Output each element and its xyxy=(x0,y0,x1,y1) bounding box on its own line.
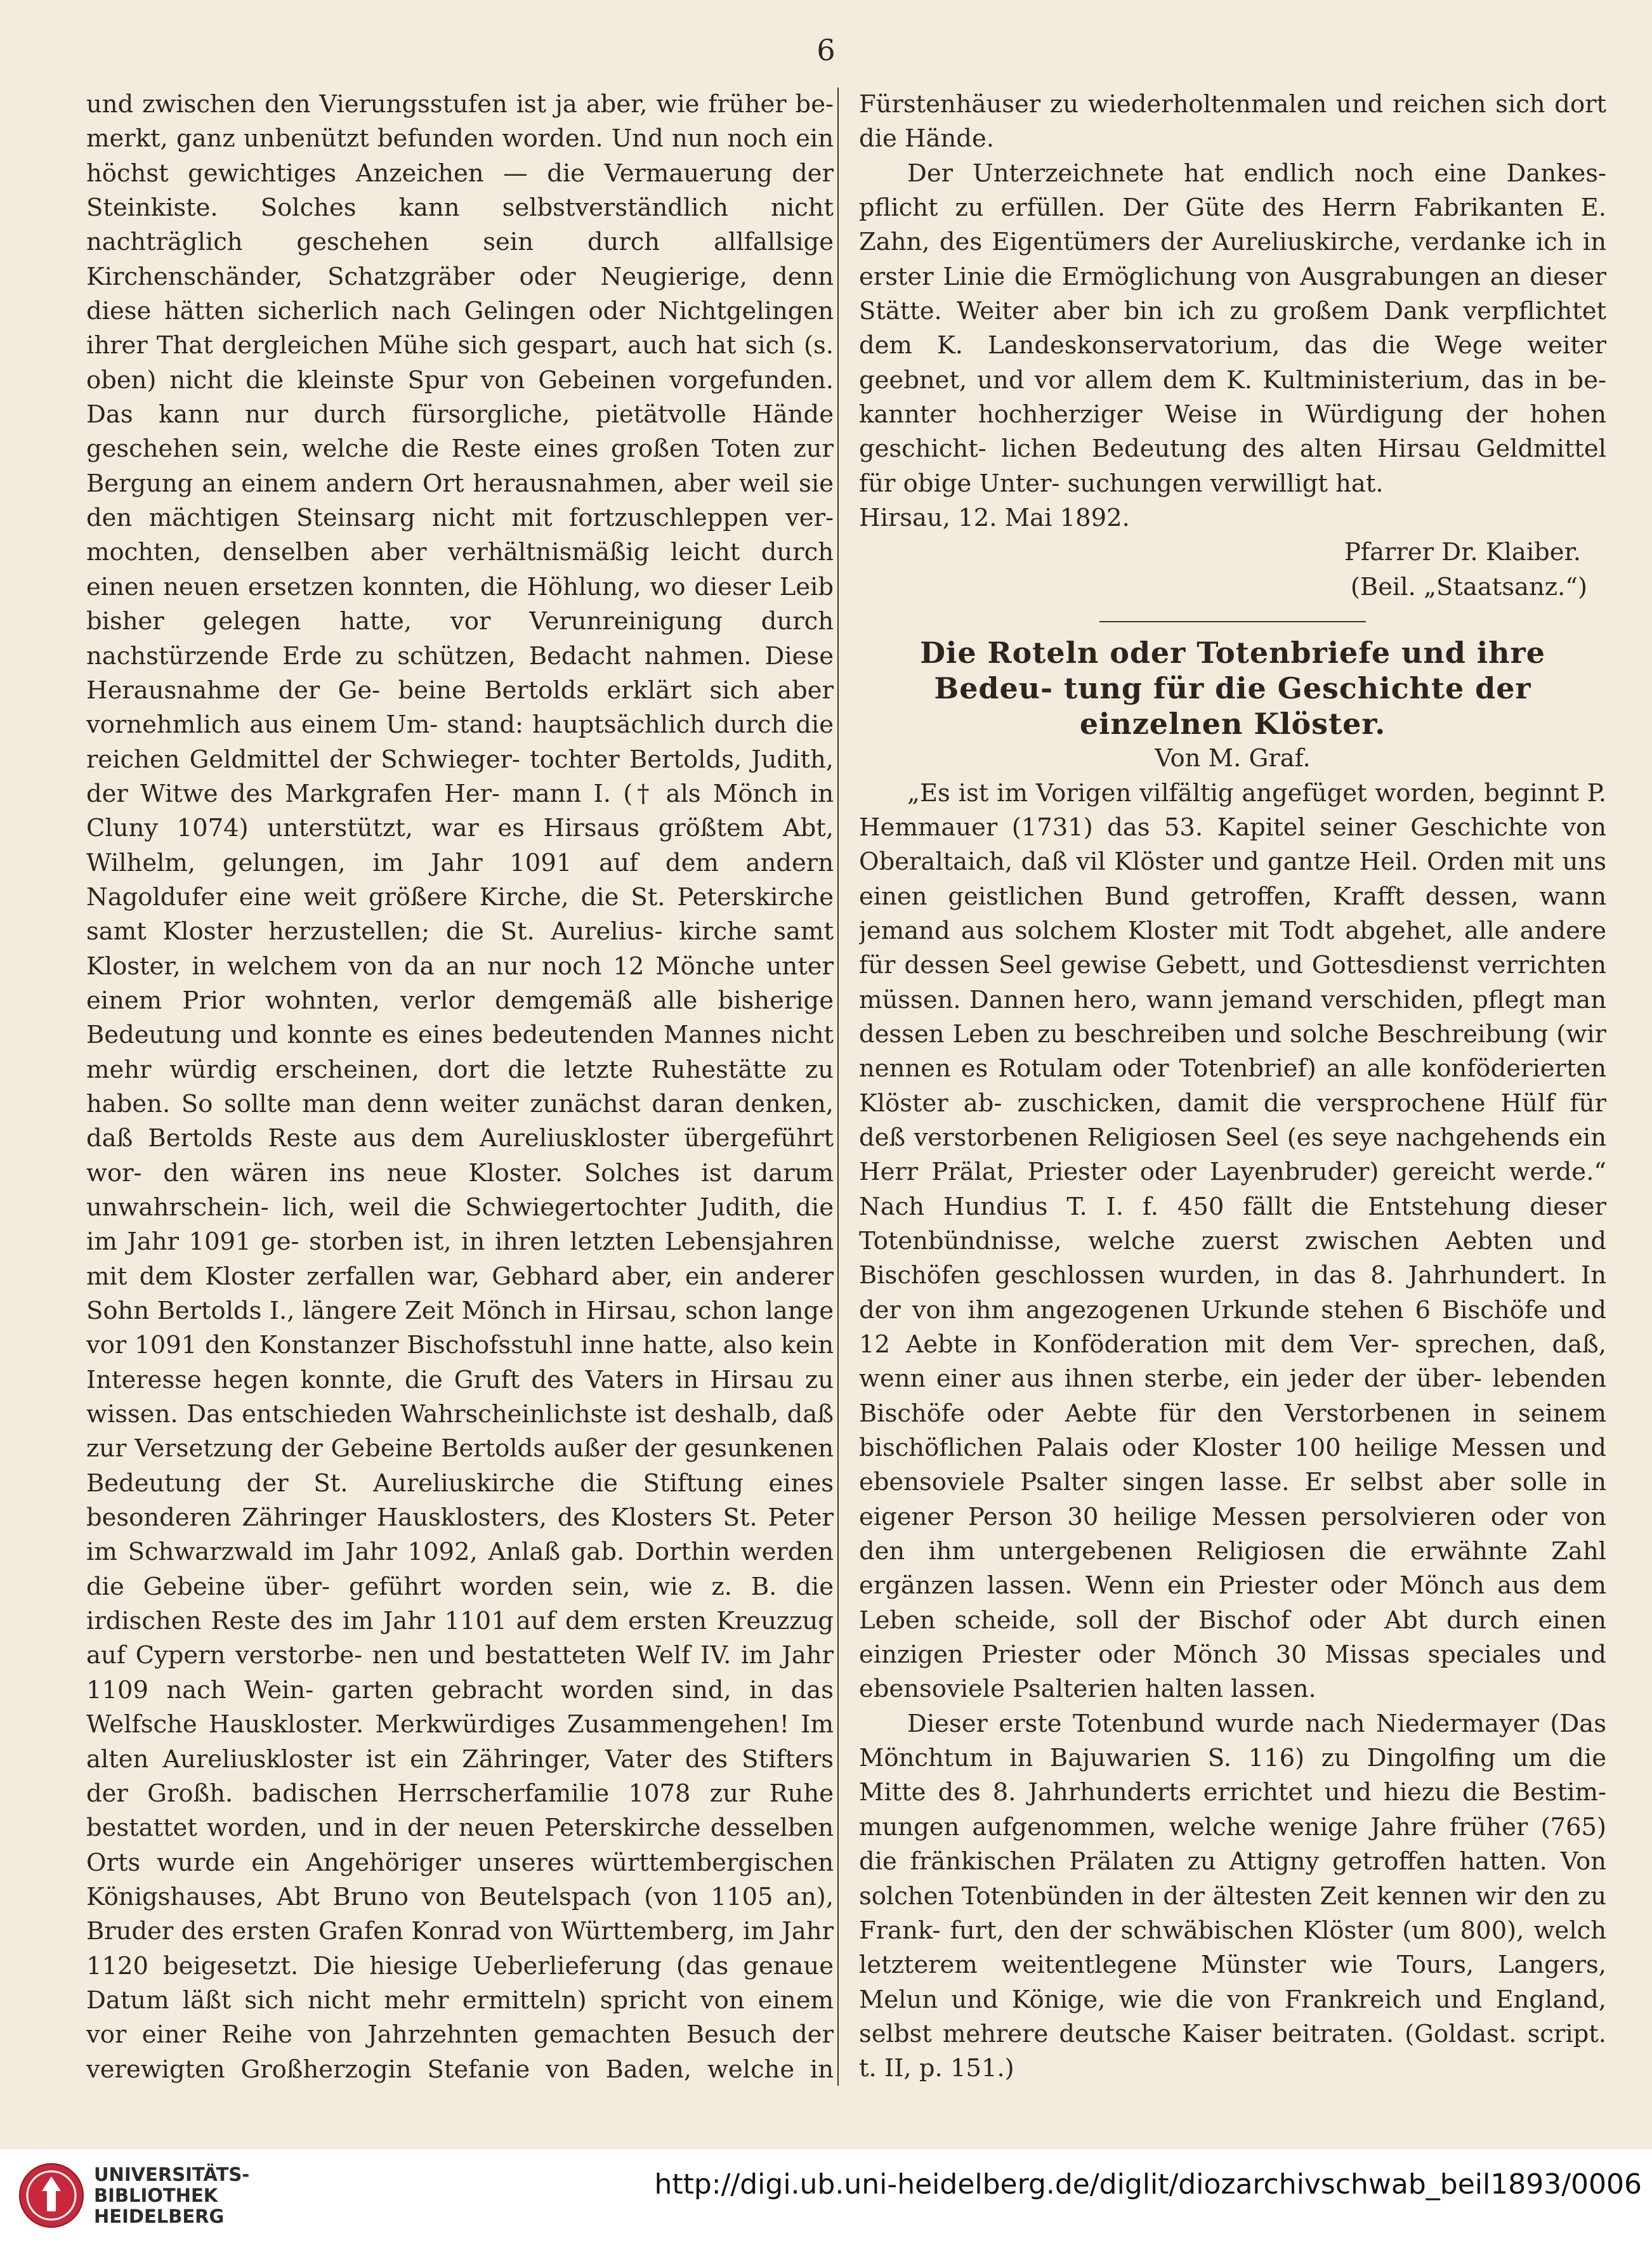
signature-place-date: Hirsau, 12. Mai 1892. xyxy=(859,504,1130,533)
right-paragraph-2: Der Unterzeichnete hat endlich noch eine Dankes- pflicht zu erfüllen. Der Güte des Herrn Fabrikanten E. Zahn, des Eigentümers der Aureliuskirche, verdanke ich in erster Linie die Ermöglichung von Ausgrabungen an dieser Stätte. Weiter aber bin ich zu großem Dank verpflichtet dem K. Landeskonservatorium, das die Wege weiter geebnet, und vor allem dem K. Kultministerium, das in be- kannter hochherziger Weise in Würdigung der hohen geschicht- lichen Bedeutung des alten Hirsau Geldmittel für obige Unter- suchungen verwilligt hat. xyxy=(859,159,1606,498)
article-title: Die Roteln oder Totenbriefe und ihre Bedeu- tung für die Geschichte der einzelnen Klöster. xyxy=(920,636,1545,742)
left-paragraph-1: und zwischen den Vierungsstufen ist ja aber, wie früher be- merkt, ganz unbenützt befunden worden. Und nun noch ein höchst gewichtiges Anzeichen — die Vermauerung der Steinkiste. Solches kann selbstverständlich nicht nachträglich geschehen sein durch allfallsige Kirchenschänder, Schatzgräber oder Neugierige, denn diese hätten sicherlich nach Gelingen oder Nichtgelingen ihrer That dergleichen Mühe sich gespart, auch hat sich (s. oben) nicht die kleinste Spur von Gebeinen vorgefunden. Das kann nur durch fürsorgliche, pietätvolle Hände geschehen sein, welche die Reste eines großen Toten zur Bergung an einem andern Ort herausnahmen, aber weil sie den mächtigen Steinsarg nicht mit fortzuschleppen ver- mochten, denselben aber verhältnismäßig leicht durch einen neuen ersetzen konnten, die Höhlung, wo dieser Leib bisher gelegen hatte, vor Verunreinigung durch nachstürzende Erde zu schützen, Bedacht nahmen. Diese Herausnahme der Ge- beine Bertolds erklärt sich aber vornehmlich aus einem Um- stand: hauptsächlich durch die reichen Geldmittel der Schwieger- tochter Bertolds, Judith, der Witwe des Markgrafen Her- mann I. († als Mönch in Cluny 1074) unterstützt, war es Hirsaus größtem Abt, Wilhelm, gelungen, im Jahr 1091 auf dem andern Nagoldufer eine weit größere Kirche, die St. Peterskirche samt Kloster herzustellen; die St. Aurelius- kirche samt Kloster, in welchem von da an nur noch 12 Mönche unter einem Prior wohnten, verlor demgemäß alle bisherige Bedeutung und konnte es eines bedeutenden Mannes nicht mehr würdig erscheinen, dort die letzte Ruhestätte zu haben. So sollte man denn weiter zunächst daran denken, daß Bertolds Reste aus dem Aureliuskloster übergeführt wor- den wären ins neue Kloster. Solches ist darum unwahrschein- lich, weil die Schwiegertochter Judith, die im Jahr 1091 ge- storben ist, in ihren letzten Lebensjahren mit dem Kloster zerfallen war, Gebhard aber, ein anderer Sohn Bertolds I., längere Zeit Mönch in Hirsau, schon lange vor 1091 den Konstanzer Bischofsstuhl inne hatte, also kein Interesse hegen konnte, die Gruft des Vaters in Hirsau zu wissen. Das entschieden Wahrscheinlichste ist deshalb, daß zur Versetzung der Gebeine Bertolds außer der gesunkenen Bedeutung der St. Aureliuskirche die Stiftung eines besonderen Zähringer Hausklosters, des Klosters St. Peter im Schwarzwald im Jahr 1092, Anlaß gab. Dorthin werden die Gebeine über- geführt worden sein, wie z. B. die irdischen Reste des im Jahr 1101 auf dem ersten Kreuzzug auf Cypern verstorbe- nen und bestatteten Welf IV. im Jahr 1109 nach Wein- garten gebracht worden sind, in das Welfsche Hauskloster. Merkwürdiges Zusammengehen! Im alten Aureliuskloster ist ein Zähringer, Vater des Stifters der Großh. badischen Herrscherfamilie 1078 zur Ruhe bestattet worden, und in der neuen Peterskirche desselben Orts wurde ein Angehöriger unseres württembergischen Königshauses, Abt Bruno von Beutelspach (von 1105 an), Bruder des ersten Grafen Konrad von Württemberg, im Jahr 1120 beigesetzt. Die hiesige Ueberlieferung (das genaue Datum läßt sich nicht mehr ermitteln) spricht von einem vor einer Reihe von Jahrzehnten gemachten Besuch der verewigten Großherzogin Stefanie von Baden, welche in xyxy=(86,90,834,2084)
page-number: 6 xyxy=(816,33,836,67)
permalink-url[interactable]: http://digi.ub.uni-heidelberg.de/diglit/diozarchivschwab_beil1893/0006 xyxy=(654,2168,1642,2201)
university-seal-icon xyxy=(16,2161,86,2230)
article-paragraph-2: Dieser erste Totenbund wurde nach Niedermayer (Das Mönchtum in Bajuwarien S. 116) zu Dingolfing um die Mitte des 8. Jahrhunderts errichtet und hiezu die Bestim- mungen aufgenommen, welche wenige Jahre früher (765) die fränkischen Prälaten zu Attigny getroffen hatten. Von solchen Totenbünden in der ältesten Zeit kennen wir den zu Frank- furt, den der schwäbischen Klöster (um 800), welch letzterem weitentlegene Münster wie Tours, Langers, Melun und Könige, wie die von Frankreich und England, selbst mehrere deutsche Kaiser beitraten. (Goldast. script. t. II, p. 151.) xyxy=(859,1709,1606,2083)
library-name xyxy=(94,2164,249,2227)
article-author: Von M. Graf. xyxy=(1155,744,1311,773)
column-rule xyxy=(837,88,839,2086)
footer-bar xyxy=(0,2149,1652,2257)
right-paragraph-1: Fürstenhäuser zu wiederholtenmalen und reichen sich dort die Hände. xyxy=(859,90,1606,154)
article-paragraph-1: „Es ist im Vorigen vilfältig angefüget worden, beginnt P. Hemmauer (1731) das 53. Kapitel seiner Geschichte von Oberaltaich, daß vil Klöster und gantze Heil. Orden mit uns einen geistlichen Bund getroffen, Krafft dessen, wann jemand aus solchem Kloster mit Todt abgehet, alle andere für dessen Seel gewise Gebett, und Gottesdienst verrichten müssen. Dannen hero, wann jemand verschiden, pflegt man dessen Leben zu beschreiben und solche Beschreibung (wir nennen es Rotulam oder Totenbrief) an alle konföderierten Klöster ab- zuschicken, damit die versprochene Hülf für deß verstorbenen Religiosen Seel (es seye nachgehends ein Herr Prälat, Priester oder Layenbruder) gereicht werde.“ Nach Hundius T. I. f. 450 fällt die Entstehung dieser Totenbündnisse, welche zuerst zwischen Aebten und Bischöfen geschlossen wurden, in das 8. Jahrhundert. In der von ihm angezogenen Urkunde stehen 6 Bischöfe und 12 Aebte in Konföderation mit dem Ver- sprechen, daß, wenn einer aus ihnen sterbe, ein jeder der über- lebenden Bischöfe oder Aebte für den Verstorbenen in seinem bischöflichen Palais oder Kloster 100 heilige Messen und ebensoviele Psalter singen lasse. Er selbst aber solle in eigener Person 30 heilige Messen persolvieren oder von den ihm untergebenen Religiosen die erwähnte Zahl ergänzen lassen. Wenn ein Priester oder Mönch aus dem Leben scheide, soll der Bischof oder Abt durch einen einzigen Priester oder Mönch 30 Missas speciales und ebensoviele Psalterien halten lassen. xyxy=(859,778,1606,1704)
article-separator xyxy=(1099,621,1366,622)
library-name-line-2: BIBLIOTHEK xyxy=(94,2185,218,2206)
left-column xyxy=(86,88,834,2084)
library-name-line-3: HEIDELBERG xyxy=(94,2206,225,2227)
signature-name: Pfarrer Dr. Klaiber. xyxy=(1344,538,1581,567)
library-name-line-1: UNIVERSITÄTS- xyxy=(94,2164,250,2185)
right-column xyxy=(859,88,1606,2084)
signature-source: (Beil. „Staatsanz.“) xyxy=(1350,572,1587,601)
